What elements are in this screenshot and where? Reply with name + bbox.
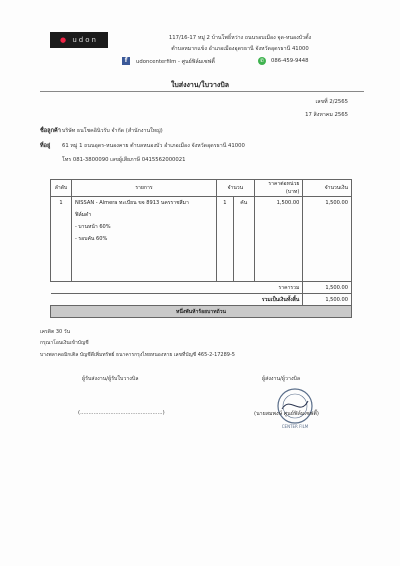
receiver-signature-title: ผู้รับส่งงาน/ผู้รับใบวางบิล xyxy=(82,376,139,382)
facebook-page: udoncenterfilm - ศูนย์ฟิล์มเซฟตี้ xyxy=(136,59,215,65)
table-row xyxy=(51,209,352,221)
row-unit xyxy=(233,209,254,221)
col-header-desc: รายการ xyxy=(71,180,216,197)
empty-cell xyxy=(254,269,303,282)
total-label: รวมเป็นเงินทั้งสิ้น xyxy=(51,294,303,306)
empty-cell xyxy=(254,257,303,269)
sender-signature-title: ผู้ส่งงาน/ผู้วางบิล xyxy=(262,376,301,382)
credit-terms: เครดิต 30 วัน xyxy=(40,329,70,335)
company-address-line1: 117/16-17 หมู่ 2 บ้านโพธิ์หว่าง ถนนรอบเมือง จุด-หนองบัวตั้ง xyxy=(168,35,312,41)
table-header-row xyxy=(51,180,352,197)
row-no: 1 xyxy=(51,197,72,210)
customer-name: บริษัท ธนโชคอินิวรับ จำกัด (สำนักงานใหญ่) xyxy=(62,128,163,134)
row-unit xyxy=(233,233,254,245)
row-unit xyxy=(233,221,254,233)
empty-cell xyxy=(216,269,233,282)
empty-cell xyxy=(51,269,72,282)
document-number: เลขที่ 2/2565 xyxy=(315,99,348,105)
empty-cell xyxy=(303,269,352,282)
table-row-empty xyxy=(51,245,352,257)
empty-cell xyxy=(233,257,254,269)
row-amount xyxy=(303,221,352,233)
table-row-empty xyxy=(51,269,352,282)
row-no xyxy=(51,209,72,221)
row-amount xyxy=(303,233,352,245)
company-logo: ● udon xyxy=(50,32,108,48)
row-unit-price xyxy=(254,221,303,233)
total-row xyxy=(51,294,352,306)
empty-cell xyxy=(71,269,216,282)
col-header-qty: จำนวน xyxy=(216,180,254,197)
row-unit-price xyxy=(254,233,303,245)
empty-cell xyxy=(71,245,216,257)
row-amount: 1,500.00 xyxy=(303,197,352,210)
customer-name-label: ชื่อลูกค้า xyxy=(40,128,61,134)
subtotal-value: 1,500.00 xyxy=(303,282,352,294)
subtotal-row xyxy=(51,282,352,294)
row-unit-price: 1,500.00 xyxy=(254,197,303,210)
row-description: - รอบคัน 60% xyxy=(71,233,216,245)
items-table xyxy=(50,179,352,318)
divider xyxy=(40,91,364,92)
customer-address: 61 หมู่ 1 ถนนอุดร-หนองคาย ตำบลหนองบัว อำเภอเมือง จังหวัดอุดรธานี 41000 xyxy=(62,143,245,149)
empty-cell xyxy=(51,257,72,269)
bank-account: บางพลาคอมิกเติล บัญชีดีเพิ่มทรัพย์ ธนาคารกรุงไทยหนองหาย เลขที่บัญชี 465-2-17289-5 xyxy=(40,352,235,358)
row-qty xyxy=(216,209,233,221)
empty-cell xyxy=(303,245,352,257)
customer-address-label: ที่อยู่ xyxy=(40,143,51,149)
row-unit-price xyxy=(254,209,303,221)
row-qty: 1 xyxy=(216,197,233,210)
table-row xyxy=(51,221,352,233)
empty-cell xyxy=(216,245,233,257)
row-qty xyxy=(216,233,233,245)
document-title: ใบส่งงาน/ใบวางบิล xyxy=(170,81,230,89)
facebook-icon: f xyxy=(122,57,130,65)
table-row xyxy=(51,233,352,245)
empty-cell xyxy=(303,257,352,269)
customer-contact: โทร 081-3800090 เลขผู้เสียภาษี 0415562000021 xyxy=(62,157,186,163)
row-description: NISSAN - Almera ทะเบียน ขจ 8913 นครราชสีมา xyxy=(71,197,216,210)
row-no xyxy=(51,233,72,245)
col-header-amount: จำนวนเงิน xyxy=(303,180,352,197)
empty-cell xyxy=(216,257,233,269)
empty-cell xyxy=(51,245,72,257)
table-row-empty xyxy=(51,257,352,269)
sender-signature-line: (นายสมพงษ์ ศูนย์ฟิล์มเซฟตี้) xyxy=(254,411,319,417)
row-description: - บานหน้า 60% xyxy=(71,221,216,233)
row-no xyxy=(51,221,72,233)
receiver-signature-line: (.................................................) xyxy=(78,410,165,416)
amount-in-words-row xyxy=(51,306,352,318)
phone-number: 086-459-9448 xyxy=(271,58,309,64)
company-stamp xyxy=(272,385,318,431)
col-header-price: ราคาต่อหน่วย (บาท) xyxy=(254,180,303,197)
transfer-note: กรุณาโอนเงินเข้าบัญชี xyxy=(40,340,89,346)
phone-icon: ✆ xyxy=(259,58,265,64)
document-date: 17 สิงหาคม 2565 xyxy=(305,112,348,118)
total-value: 1,500.00 xyxy=(303,294,352,306)
table-row xyxy=(51,197,352,210)
empty-cell xyxy=(233,269,254,282)
col-header-no: ลำดับ xyxy=(51,180,72,197)
subtotal-label: ราคารวม xyxy=(51,282,303,294)
row-amount xyxy=(303,209,352,221)
row-unit: คัน xyxy=(233,197,254,210)
row-description: ฟิล์มดำ xyxy=(71,209,216,221)
company-address-line2: ตำบลหมากแข้ง อำเภอเมืองอุดรธานี จังหวัดอุดรธานี 41000 xyxy=(171,46,309,52)
empty-cell xyxy=(71,257,216,269)
empty-cell xyxy=(254,245,303,257)
row-qty xyxy=(216,221,233,233)
amount-in-words: หนึ่งพันห้าร้อยบาทถ้วน xyxy=(51,306,352,318)
stamp-text: CENTER FILM xyxy=(281,424,309,429)
empty-cell xyxy=(233,245,254,257)
